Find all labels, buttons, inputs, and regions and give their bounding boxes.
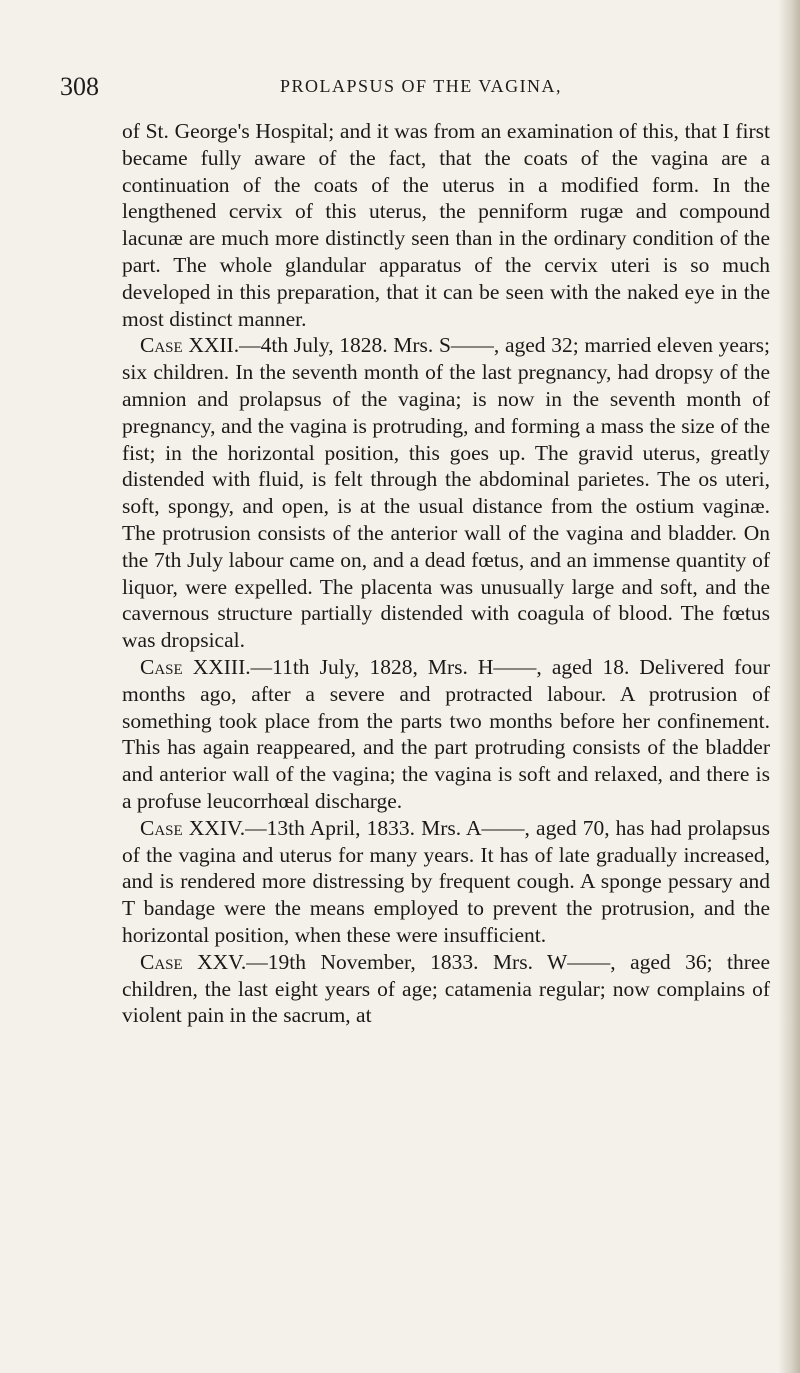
running-head: PROLAPSUS OF THE VAGINA, (280, 76, 563, 96)
case-24-label: Case XXIV. (140, 815, 246, 840)
case-25-label: Case XXV. (140, 949, 247, 974)
page-number: 308 (60, 72, 99, 101)
case-24-paragraph (122, 815, 770, 949)
case-25-text: —19th November, 1833. Mrs. W——, aged 36; three children, the last eight years of age; catamenia regular; now complains of violent pain in the sacrum, at (122, 949, 770, 1028)
intro-paragraph: of St. George's Hospital; and it was from an examination of this, that I first became fully aware of the fact, that the coats of the vagina are a continuation of the coats of the uterus in a modified form. In the lengthened cervix of this uterus, the penniform rugæ and compound lacunæ are much more distinctly seen than in the ordinary condition of the part. The whole glandular apparatus of the cervix uteri is so much developed in this preparation, that it can be seen with the naked eye in the most distinct manner. (122, 119, 770, 331)
page-edge-shadow (778, 0, 800, 1373)
case-22-label: Case XXII. (140, 333, 240, 358)
case-25-paragraph (122, 949, 770, 1029)
case-23-text: —11th July, 1828, Mrs. H——, aged 18. Delivered four months ago, after a severe and protracted labour. A protrusion of something took place from the parts two months before her confinement. This has again reappeared, and the part protruding consists of the bladder and anterior wall of the vagina; the vagina is soft and relaxed, and there is a profuse leucorrhœal discharge. (122, 654, 770, 813)
case-24-text: —13th April, 1833. Mrs. A——, aged 70, has had prolapsus of the vagina and uterus for many years. It has of late gradually increased, and is rendered more distressing by frequent cough. A sponge pessary and T bandage were the means employed to prevent the protrusion, and the horizontal position, when these were insufficient. (122, 815, 770, 947)
page-header (60, 72, 760, 102)
case-22-text: —4th July, 1828. Mrs. S——, aged 32; married eleven years; six children. In the seventh month of the last pregnancy, had dropsy of the amnion and prolapsus of the vagina; is now in the seventh month of pregnancy, and the vagina is protruding, and forming a mass the size of the fist; in the horizontal position, this goes up. The gravid uterus, greatly distended with fluid, is felt through the abdominal parietes. The os uteri, soft, spongy, and open, is at the usual distance from the ostium vaginæ. The protrusion consists of the anterior wall of the vagina and bladder. On the 7th July labour came on, and a dead fœtus, and an immense quantity of liquor, were expelled. The placenta was unusually large and soft, and the cavernous structure partially distended with coagula of blood. The fœtus was dropsical. (122, 333, 770, 653)
case-23-label: Case XXIII. (140, 654, 251, 679)
case-22-paragraph (122, 332, 770, 654)
body-text (122, 118, 770, 1029)
case-23-paragraph (122, 654, 770, 815)
